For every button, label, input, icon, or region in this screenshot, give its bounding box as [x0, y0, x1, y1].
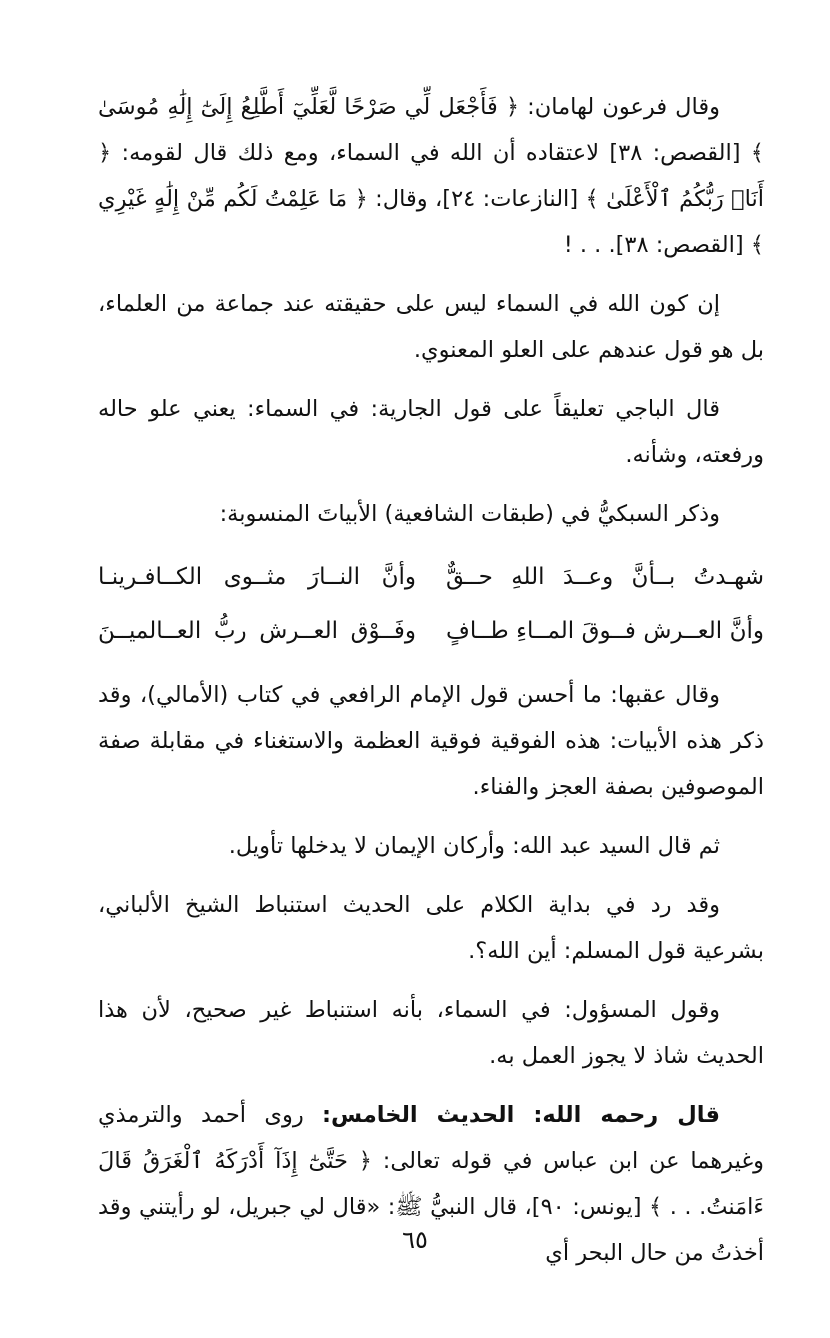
poem-hemistich-first: وأنَّ العــرش فــوقَ المــاءِ طــافٍ — [446, 618, 764, 644]
paragraph-pharaoh-quote: وقال فرعون لهامان: ﴿ فَأَجْعَل لِّي صَرْحًا لَّعَلِّيٓ أَطَّلِعُ إِلَىٰٓ إِلَٰهِ مُوسَىٰ ﴾ [القصص: ٣٨] لاعتقاده أن الله في السماء، ومع ذلك قال لقومه: ﴿ أَنَا۠ رَبُّكُمُ ٱلْأَعْلَىٰ ﴾ [النازعات: ٢٤]، وقال: ﴿ مَا عَلِمْتُ لَكُم مِّنْ إِلَٰهٍ غَيْرِي ﴾ [القصص: ٣٨]. . . ! — [98, 94, 764, 258]
page-body — [98, 84, 764, 1289]
paragraph-baji-comment: قال الباجي تعليقاً على قول الجارية: في السماء: يعني علو حاله ورفعته، وشأنه. — [98, 396, 764, 468]
paragraph-albani-rebuttal: وقد رد في بداية الكلام على الحديث استنباط الشيخ الألباني، بشرعية قول المسلم: أين الله؟. — [98, 892, 764, 964]
poem-line — [98, 550, 764, 604]
paragraph-majority-view: إن كون الله في السماء ليس على حقيقته عند جماعة من العلماء، بل هو قول عندهم على العلو المعنوي. — [98, 291, 764, 363]
paragraph-rafii-comment: وقال عقبها: ما أحسن قول الإمام الرافعي في كتاب (الأمالي)، وقد ذكر هذه الأبيات: هذه الفوقية فوقية العظمة والاستغناء في مقابلة صفة الموصوفين بصفة العجز والفناء. — [98, 682, 764, 800]
fifth-hadith-heading: قال رحمه الله: الحديث الخامس: — [322, 1102, 720, 1128]
fifth-hadith-text: روى أحمد والترمذي وغيرهما عن ابن عباس في قوله تعالى: ﴿ حَتَّىٰٓ إِذَآ أَدْرَكَهُ ٱلْغَرَقُ قَالَ ءَامَنتُ. . . ﴾ [يونس: ٩٠]، قال النبيُّ ﷺ: «قال لي جبريل، لو رأيتني وقد أخذتُ من حال البحر أي — [98, 1102, 765, 1266]
poem-hemistich-second: وأنَّ النــارَ مثــوى الكــافـرينـا — [98, 564, 416, 590]
poem-hemistich-first: شهـدتُ بــأنَّ وعــدَ اللهِ حــقٌّ — [446, 564, 764, 590]
poem-line — [98, 604, 764, 658]
poem — [98, 550, 764, 658]
paragraph-iman-pillars: ثم قال السيد عبد الله: وأركان الإيمان لا يدخلها تأويل. — [228, 833, 720, 859]
paragraph-subki-intro: وذكر السبكيُّ في (طبقات الشافعية) الأبياتَ المنسوبة: — [219, 501, 720, 527]
paragraph-shadh-hadith: وقول المسؤول: في السماء، بأنه استنباط غير صحيح، لأن هذا الحديث شاذ لا يجوز العمل به. — [98, 997, 764, 1069]
poem-hemistich-second: وفَــوْق العــرش ربُّ العــالميــنَ — [98, 618, 416, 644]
page-number: ٦٥ — [402, 1226, 428, 1254]
